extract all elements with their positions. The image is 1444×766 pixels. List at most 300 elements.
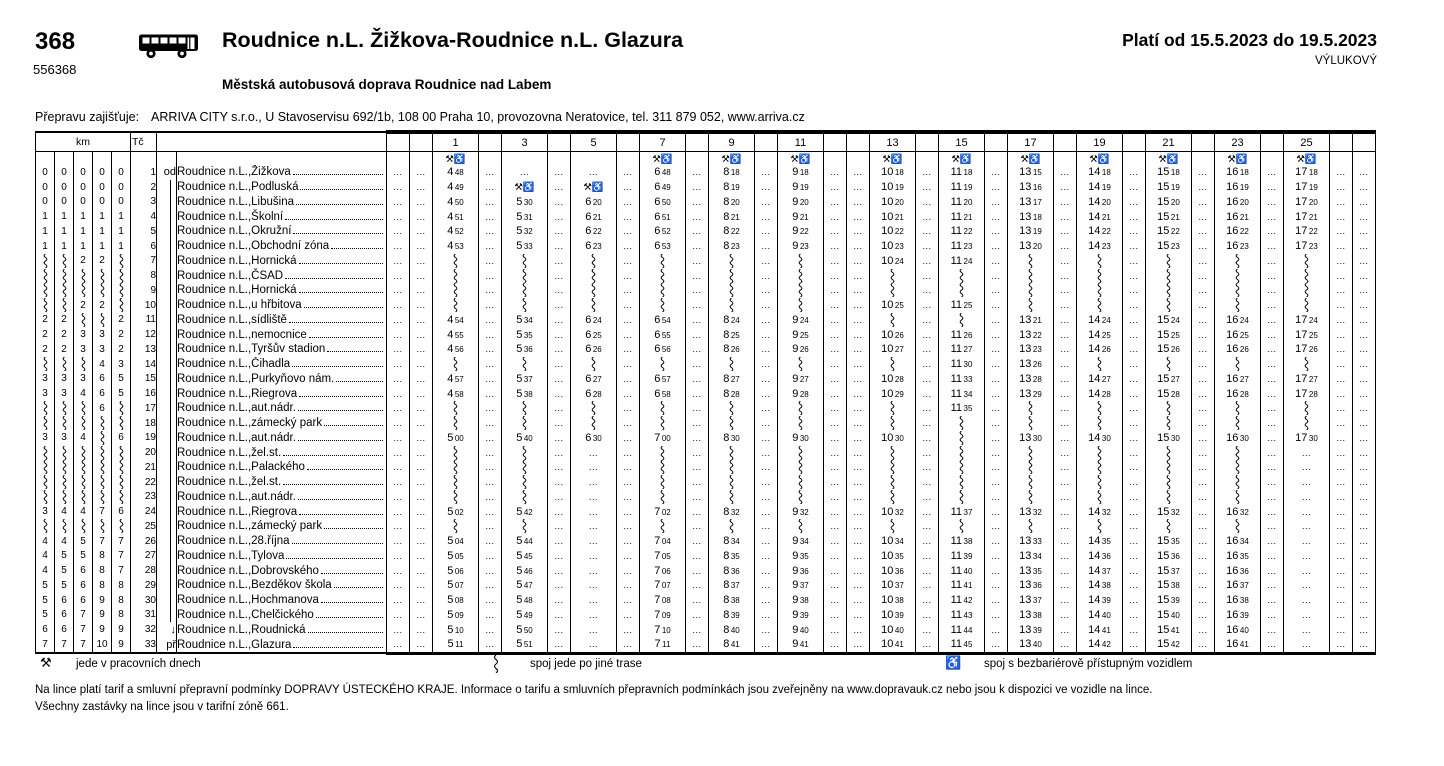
time-cell: 7 00 [640,431,686,446]
time-cell: 14 38 [1077,578,1123,593]
time-cell: 16 36 [1215,563,1261,578]
km-cell [112,445,131,460]
no-service-cell: ... [410,283,433,298]
km-cell: 5 [74,534,93,549]
different-route-squiggle-icon [118,460,125,474]
no-service-cell: ... [479,268,502,283]
no-service-cell: ... [479,372,502,387]
no-service-cell: ... [617,563,640,578]
time-cell [433,460,479,475]
no-service-cell: ... [1054,563,1077,578]
no-service-cell: ... [916,475,939,490]
no-service-cell: ... [916,549,939,564]
km-cell [74,416,93,431]
no-service-cell: ... [1353,504,1376,519]
km-cell [112,268,131,283]
no-service-cell: ... [1261,593,1284,608]
trip-number: 17 [1008,132,1054,152]
dotted-leader [283,454,383,456]
no-service-cell: ... [985,401,1008,416]
time-cell: 9 36 [778,563,824,578]
dotted-leader [298,439,383,441]
time-cell: 15 25 [1146,327,1192,342]
no-service-cell: ... [1054,342,1077,357]
no-service-cell: ... [985,608,1008,623]
km-cell: 6 [74,563,93,578]
dotted-leader [285,277,383,279]
no-service-cell: ... [548,445,571,460]
no-service-cell: ... [387,209,410,224]
time-cell: 5 40 [502,431,548,446]
no-service-cell: ... [686,313,709,328]
wheelchair-icon: ♿ [1166,153,1179,165]
km-cell [55,357,74,372]
no-service-cell: ... [686,622,709,637]
no-service-cell: ... [985,195,1008,210]
different-route-squiggle-icon [889,446,896,460]
no-service-cell: ... [824,519,847,534]
no-service-cell: ... [410,622,433,637]
time-cell [433,283,479,298]
time-cell: 5 50 [502,622,548,637]
wheelchair-icon: ♿ [453,153,466,165]
no-service-cell: ... [1123,608,1146,623]
table-row [36,209,1376,224]
km-cell: 2 [55,342,74,357]
time-cell: 10 41 [870,637,916,653]
time-cell: 14 23 [1077,239,1123,254]
no-service-cell: ... [1192,593,1215,608]
stop-name: Roudnice n.L.,zámecký park [177,519,387,534]
time-cell [502,460,548,475]
no-service-cell: ... [548,578,571,593]
different-route-squiggle-icon [728,519,735,533]
different-route-squiggle-icon [728,254,735,268]
different-route-squiggle-icon [118,298,125,312]
stop-prefix [157,608,177,623]
no-service-cell: ... [1123,165,1146,180]
km-cell [112,401,131,416]
time-cell: 11 24 [939,254,985,269]
different-route-squiggle-icon [118,254,125,268]
no-service-cell: ... [755,622,778,637]
stop-prefix [157,475,177,490]
no-service-cell: ... [479,416,502,431]
different-route-squiggle-icon [590,416,597,430]
km-cell [36,416,55,431]
time-cell [1284,268,1330,283]
different-route-squiggle-icon [99,313,106,327]
no-service-cell: ... [387,268,410,283]
different-route-squiggle-icon [452,254,459,268]
different-route-squiggle-icon [521,283,528,297]
detour-squiggle-icon [492,655,500,676]
time-cell: 4 50 [433,195,479,210]
km-cell [74,268,93,283]
time-cell [502,357,548,372]
different-route-squiggle-icon [958,475,965,489]
time-cell: 8 23 [709,239,755,254]
stop-prefix [157,460,177,475]
km-cell: 2 [93,298,112,313]
no-service-cell: ... [824,209,847,224]
no-service-cell: ... [548,608,571,623]
time-cell: 10 26 [870,327,916,342]
no-service-cell: ... [479,549,502,564]
time-cell: 5 11 [433,637,479,653]
no-service-cell: ... [1123,327,1146,342]
no-service-cell: ... [410,386,433,401]
different-route-squiggle-icon [118,416,125,430]
km-cell: 3 [55,386,74,401]
different-route-squiggle-icon [99,416,106,430]
no-service-cell: ... [824,165,847,180]
different-route-squiggle-icon [1096,519,1103,533]
no-service-cell: ... [1261,372,1284,387]
km-cell: 3 [93,342,112,357]
different-route-squiggle-icon [659,401,666,415]
no-service-cell: ... [1054,534,1077,549]
no-service-cell: ... [548,475,571,490]
time-cell [433,268,479,283]
line-number: 368 [35,28,76,55]
trip-number: 25 [1284,132,1330,152]
no-service-cell: ... [1353,534,1376,549]
time-cell: 9 25 [778,327,824,342]
stop-number: 29 [131,578,157,593]
no-service-cell: ... [1192,534,1215,549]
no-service-cell: ... [1261,534,1284,549]
km-cell: 6 [112,504,131,519]
km-cell: 1 [74,209,93,224]
table-row [36,490,1376,505]
time-cell [1146,298,1192,313]
no-service-cell: ... [1192,357,1215,372]
no-service-cell: ... [387,386,410,401]
table-row [36,431,1376,446]
km-cell: 0 [93,165,112,180]
time-cell [433,475,479,490]
no-service-cell: ... [1192,180,1215,195]
time-cell: 16 18 [1215,165,1261,180]
workdays-icon: ⚒ [1089,153,1098,165]
different-route-squiggle-icon [99,460,106,474]
time-cell: 14 41 [1077,622,1123,637]
different-route-squiggle-icon [42,254,49,268]
no-service-cell: ... [985,637,1008,653]
time-cell: 5 00 [433,431,479,446]
time-cell: 10 36 [870,563,916,578]
no-service-cell: ... [1192,209,1215,224]
no-service-cell: ... [916,490,939,505]
table-row [36,608,1376,623]
km-cell: 7 [93,504,112,519]
time-cell: 8 27 [709,372,755,387]
no-service-cell: ... [686,195,709,210]
no-service-cell: ... [686,504,709,519]
km-cell: 0 [74,165,93,180]
no-service-cell: ... [479,490,502,505]
time-cell: 11 41 [939,578,985,593]
no-service-cell: ... [755,534,778,549]
no-service-cell: ... [617,534,640,549]
stop-prefix [157,372,177,387]
time-cell: 16 41 [1215,637,1261,653]
time-cell: 13 18 [1008,209,1054,224]
no-service-cell: ... [1261,165,1284,180]
no-service-cell: ... [548,268,571,283]
time-cell: 8 41 [709,637,755,653]
no-service-cell: ... [985,578,1008,593]
km-cell: 6 [55,593,74,608]
no-service-cell: ... [755,239,778,254]
time-cell [1215,401,1261,416]
different-route-squiggle-icon [1027,519,1034,533]
workdays-icon: ⚒ [951,153,960,165]
different-route-squiggle-icon [99,446,106,460]
no-service-cell: ... [1353,386,1376,401]
time-cell: 11 23 [939,239,985,254]
no-service-cell: ... [755,401,778,416]
no-service-cell: ... [847,342,870,357]
time-cell: ... [571,622,617,637]
different-route-squiggle-icon [1165,283,1172,297]
workdays-icon: ⚒ [1296,153,1305,165]
no-service-cell: ... [1054,549,1077,564]
time-cell: 15 28 [1146,386,1192,401]
no-service-cell: ... [686,593,709,608]
time-cell [640,357,686,372]
time-cell [709,268,755,283]
no-service-cell: ... [548,431,571,446]
no-service-cell: ... [479,593,502,608]
time-cell: ... [1284,475,1330,490]
stop-name: Roudnice n.L.,Dobrovského [177,563,387,578]
stop-name: Roudnice n.L.,zámecký park [177,416,387,431]
no-service-cell: ... [1054,372,1077,387]
time-cell [939,431,985,446]
table-row [36,254,1376,269]
workdays-legend-label: jede v pracovních dnech [76,658,201,670]
km-cell [74,460,93,475]
no-service-cell: ... [548,563,571,578]
dotted-leader [299,395,383,397]
different-route-squiggle-icon [1096,416,1103,430]
different-route-squiggle-icon [118,519,125,533]
different-route-squiggle-icon [590,283,597,297]
table-row [36,622,1376,637]
different-route-squiggle-icon [1234,298,1241,312]
no-service-cell: ... [387,445,410,460]
no-service-cell: ... [479,475,502,490]
time-cell [571,416,617,431]
stop-prefix [157,549,177,564]
no-service-cell: ... [916,622,939,637]
no-service-cell: ... [824,372,847,387]
km-cell: 1 [93,224,112,239]
time-cell: 15 24 [1146,313,1192,328]
operator-value: ARRIVA CITY s.r.o., U Stavoservisu 692/1b, 108 00 Praha 10, provozovna Neratovice, tel. 311 879 052, www.arriva.cz [151,110,805,124]
time-cell: 6 21 [571,209,617,224]
no-service-cell: ... [916,416,939,431]
different-route-squiggle-icon [728,490,735,504]
no-service-cell: ... [1261,209,1284,224]
time-cell: 10 22 [870,224,916,239]
no-service-cell: ... [548,180,571,195]
no-service-cell: ... [1353,475,1376,490]
km-cell: 7 [93,534,112,549]
stop-number: 3 [131,195,157,210]
time-cell [1008,490,1054,505]
time-cell: ... [571,504,617,519]
no-service-cell: ... [824,239,847,254]
no-service-cell: ... [1330,445,1353,460]
table-row [36,327,1376,342]
time-cell [709,445,755,460]
no-service-cell: ... [1192,608,1215,623]
time-cell: 16 28 [1215,386,1261,401]
no-service-cell: ... [686,490,709,505]
no-service-cell: ... [387,431,410,446]
no-service-cell: ... [985,268,1008,283]
no-service-cell: ... [755,637,778,653]
workdays-icon: ⚒ [652,153,661,165]
no-service-cell: ... [617,460,640,475]
time-cell: 8 35 [709,549,755,564]
time-cell [1146,416,1192,431]
time-cell: 17 30 [1284,431,1330,446]
no-service-cell: ... [1261,519,1284,534]
time-cell: 13 15 [1008,165,1054,180]
no-service-cell: ... [1353,622,1376,637]
table-row [36,563,1376,578]
km-cell: 4 [93,357,112,372]
km-cell: 1 [112,239,131,254]
km-cell: 4 [74,386,93,401]
no-service-cell: ... [847,180,870,195]
wheelchair-icon: ♿ [1304,153,1317,165]
different-route-squiggle-icon [797,269,804,283]
no-service-cell: ... [847,165,870,180]
time-cell: 4 58 [433,386,479,401]
time-cell: 15 23 [1146,239,1192,254]
no-service-cell: ... [479,504,502,519]
km-cell: 2 [112,327,131,342]
time-cell [502,416,548,431]
no-service-cell: ... [824,490,847,505]
no-service-cell: ... [1330,593,1353,608]
no-service-cell: ... [410,195,433,210]
no-service-cell: ... [847,401,870,416]
no-service-cell: ... [1330,239,1353,254]
time-cell: 6 49 [640,180,686,195]
different-route-squiggle-icon [590,269,597,283]
no-service-cell: ... [1192,372,1215,387]
no-service-cell: ... [1353,563,1376,578]
time-cell: 15 41 [1146,622,1192,637]
no-service-cell: ... [1192,268,1215,283]
different-route-squiggle-icon [1096,283,1103,297]
km-cell: 0 [93,180,112,195]
time-cell [939,475,985,490]
no-service-cell: ... [755,608,778,623]
no-service-cell: ... [1192,490,1215,505]
time-cell: ... [1284,534,1330,549]
time-cell [939,268,985,283]
time-cell [1077,268,1123,283]
no-service-cell: ... [1123,637,1146,653]
no-service-cell: ... [617,313,640,328]
time-cell: 11 35 [939,401,985,416]
different-route-squiggle-icon [61,357,68,371]
time-cell [1215,298,1261,313]
different-route-squiggle-icon [1027,298,1034,312]
no-service-cell: ... [410,180,433,195]
km-cell: 0 [55,165,74,180]
stop-number: 25 [131,519,157,534]
time-cell: 14 32 [1077,504,1123,519]
no-service-cell: ... [1192,195,1215,210]
stop-number: 21 [131,460,157,475]
km-cell: 7 [112,563,131,578]
no-service-cell: ... [686,608,709,623]
no-service-cell: ... [916,534,939,549]
page-title: Roudnice n.L. Žižkova-Roudnice n.L. Glazura [222,28,684,52]
time-cell [939,490,985,505]
no-service-cell: ... [1192,504,1215,519]
no-service-cell: ... [847,637,870,653]
no-service-cell: ... [1123,224,1146,239]
no-service-cell: ... [1054,401,1077,416]
different-route-squiggle-icon [1027,475,1034,489]
table-row [36,534,1376,549]
table-row [36,416,1376,431]
km-cell [93,313,112,328]
no-service-cell: ... [479,608,502,623]
time-cell: 11 20 [939,195,985,210]
time-cell [433,401,479,416]
no-service-cell: ... [847,490,870,505]
no-service-cell: ... [1353,357,1376,372]
km-cell: 3 [36,386,55,401]
no-service-cell: ... [1353,342,1376,357]
no-service-cell: ... [847,298,870,313]
no-service-cell: ... [985,563,1008,578]
time-cell: 9 28 [778,386,824,401]
time-cell: 16 27 [1215,372,1261,387]
time-cell: 11 39 [939,549,985,564]
time-cell [1008,254,1054,269]
no-service-cell: ... [847,372,870,387]
no-service-cell: ... [755,549,778,564]
time-cell: 10 40 [870,622,916,637]
time-cell: 5 51 [502,637,548,653]
no-service-cell: ... [916,431,939,446]
no-service-cell: ... [916,298,939,313]
time-cell: 9 21 [778,209,824,224]
dotted-leader [293,232,383,234]
km-cell: 2 [74,298,93,313]
no-service-cell: ... [479,209,502,224]
time-cell: 15 21 [1146,209,1192,224]
different-route-squiggle-icon [958,446,965,460]
time-cell: 8 34 [709,534,755,549]
no-service-cell: ... [548,504,571,519]
no-service-cell: ... [410,563,433,578]
km-cell: 0 [74,180,93,195]
stop-number: 33 [131,637,157,653]
no-service-cell: ... [985,593,1008,608]
